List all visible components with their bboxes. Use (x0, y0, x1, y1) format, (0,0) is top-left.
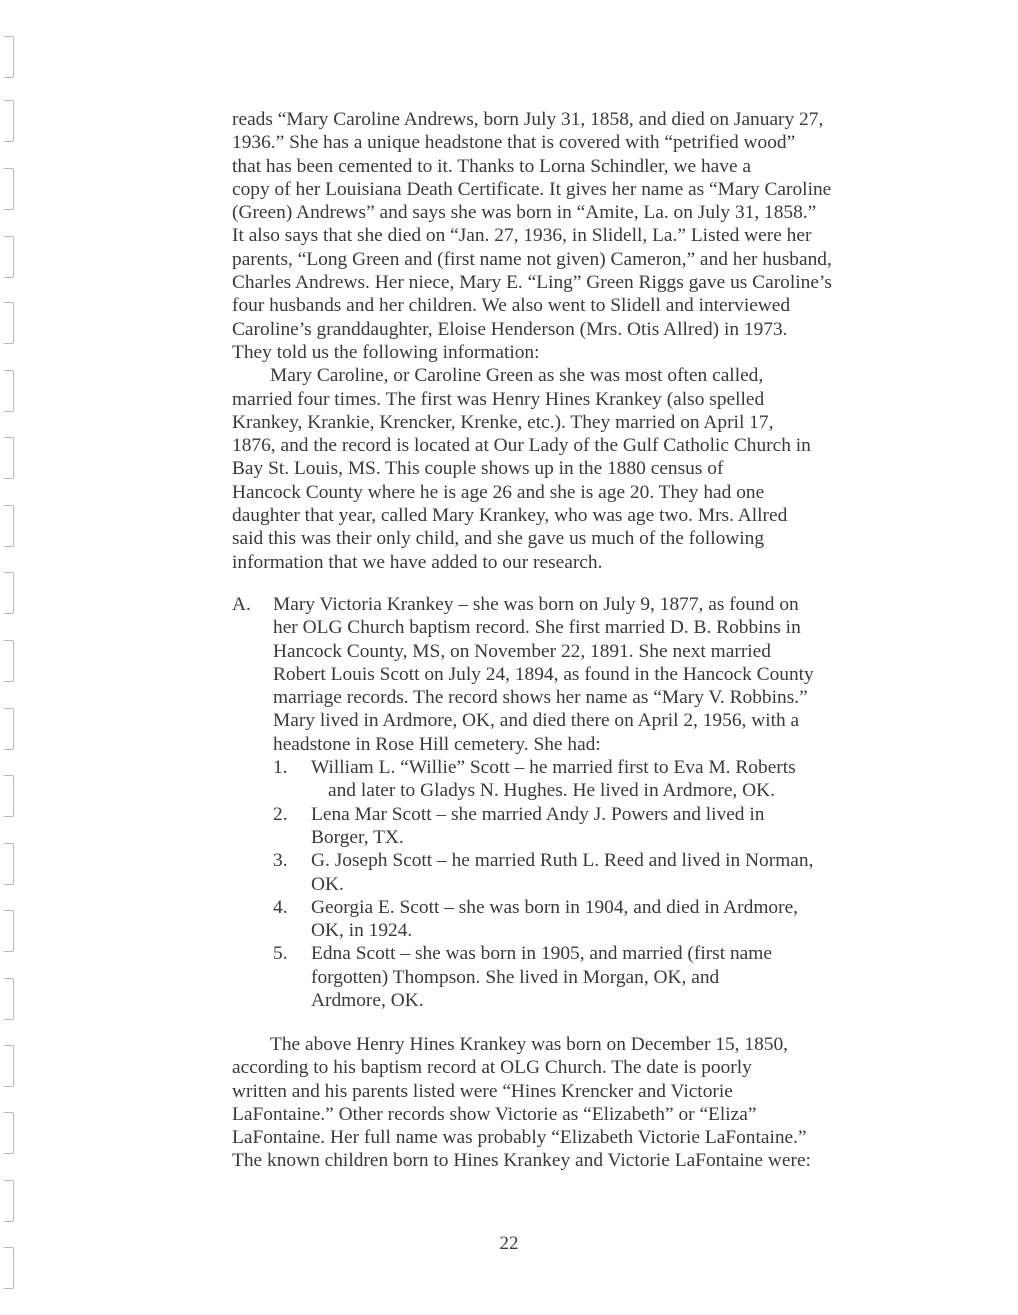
text-line: parents, “Long Green and (first name not given) Cameron,” and her husband, (232, 248, 832, 270)
text-line: Hancock County, MS, on November 22, 1891. She next married (273, 640, 771, 662)
binder-hole (4, 505, 14, 547)
text-line: information that we have added to our research. (232, 551, 603, 573)
list-item (232, 849, 882, 896)
text-line: They told us the following information: (232, 341, 540, 363)
binder-hole (4, 236, 14, 278)
text-line: according to his baptism record at OLG Church. The date is poorly (232, 1057, 752, 1079)
body-text (232, 108, 882, 574)
text-line: Caroline’s granddaughter, Eloise Henderson (Mrs. Otis Allred) in 1973. (232, 318, 788, 340)
text-line: (Green) Andrews” and says she was born in “Amite, La. on July 31, 1858.” (232, 202, 817, 224)
text-line: OK. (311, 873, 344, 895)
binder-hole (4, 910, 14, 952)
binder-hole (4, 708, 14, 750)
text-line: that has been cemented to it. Thanks to Lorna Schindler, we have a (232, 155, 752, 177)
binder-hole (4, 36, 14, 78)
text-line: LaFontaine.” Other records show Victorie as “Elizabeth” or “Eliza” (232, 1103, 757, 1125)
text-line: OK, in 1924. (311, 920, 413, 942)
text-line: Robert Louis Scott on July 24, 1894, as found in the Hancock County (273, 663, 814, 685)
text-line: 1876, and the record is located at Our Lady of the Gulf Catholic Church in (232, 435, 811, 457)
binder-hole (4, 978, 14, 1020)
text-line: her OLG Church baptism record. She first married D. B. Robbins in (273, 617, 801, 639)
binder-hole (4, 302, 14, 344)
list-item (232, 756, 882, 803)
text-line: and later to Gladys N. Hughes. He lived in Ardmore, OK. (328, 780, 775, 802)
binder-hole (4, 1045, 14, 1087)
binder-holes (4, 0, 18, 1315)
binder-hole (4, 370, 14, 412)
binder-hole (4, 640, 14, 682)
list-number: 2. (273, 803, 288, 825)
text-line: Borger, TX. (311, 826, 404, 848)
text-line: copy of her Louisiana Death Certificate. It gives her name as “Mary Caroline (232, 178, 832, 200)
binder-hole (4, 775, 14, 817)
text-line: Hancock County where he is age 26 and she is age 20. They had one (232, 481, 765, 503)
binder-hole (4, 843, 14, 885)
list-item (232, 942, 882, 1012)
text-line: Charles Andrews. Her niece, Mary E. “Ling” Green Riggs gave us Caroline’s (232, 272, 832, 294)
paragraph-3 (232, 1033, 882, 1173)
binder-hole (4, 572, 14, 614)
section-marker: A. (232, 594, 251, 615)
text-line: It also says that she died on “Jan. 27, 1936, in Slidell, La.” Listed were her (232, 225, 812, 247)
text-line: marriage records. The record shows her name as “Mary V. Robbins.” (273, 687, 808, 709)
text-line: Edna Scott – she was born in 1905, and married (first name (311, 943, 772, 965)
text-line: four husbands and her children. We also went to Slidell and interviewed (232, 295, 791, 317)
text-line: 1936.” She has a unique headstone that is covered with “petrified wood” (232, 132, 796, 154)
text-line: Ardmore, OK. (311, 990, 424, 1012)
text-line: Bay St. Louis, MS. This couple shows up in the 1880 census of (232, 458, 724, 480)
binder-hole (4, 1112, 14, 1154)
text-line: Georgia E. Scott – she was born in 1904, and died in Ardmore, (311, 896, 799, 918)
text-line: LaFontaine. Her full name was probably “Elizabeth Victorie LaFontaine.” (232, 1127, 807, 1149)
paragraph-2 (232, 364, 882, 574)
paragraph-1 (232, 108, 882, 364)
text-line: Mary Victoria Krankey – she was born on July 9, 1877, as found on (273, 594, 799, 615)
page-number: 22 (499, 1233, 519, 1254)
text-line: married four times. The first was Henry Hines Krankey (also spelled (232, 388, 765, 410)
text-line: G. Joseph Scott – he married Ruth L. Reed and lived in Norman, (311, 850, 814, 872)
text-line: headstone in Rose Hill cemetery. She had: (273, 733, 601, 755)
text-line: The known children born to Hines Krankey and Victorie LaFontaine were: (232, 1150, 811, 1172)
list-number: 1. (273, 757, 288, 779)
binder-hole (4, 168, 14, 210)
text-line: said this was their only child, and she gave us much of the following (232, 528, 765, 550)
text-line: reads “Mary Caroline Andrews, born July 31, 1858, and died on January 27, (232, 109, 824, 130)
text-line: Krankey, Krankie, Krencker, Krenke, etc.). They married on April 17, (232, 411, 774, 433)
text-line: The above Henry Hines Krankey was born on December 15, 1850, (270, 1034, 788, 1055)
binder-hole (4, 100, 14, 142)
binder-hole (4, 1180, 14, 1222)
text-line: Mary lived in Ardmore, OK, and died there on April 2, 1956, with a (273, 710, 800, 732)
text-line: written and his parents listed were “Hines Krencker and Victorie (232, 1080, 733, 1102)
list-number: 4. (273, 896, 288, 918)
text-line: forgotten) Thompson. She lived in Morgan, OK, and (311, 966, 720, 988)
list-item (232, 803, 882, 850)
list-number: 5. (273, 943, 288, 965)
list-number: 3. (273, 850, 288, 872)
section-a (232, 593, 882, 1012)
binder-hole (4, 437, 14, 479)
text-line: Mary Caroline, or Caroline Green as she was most often called, (270, 365, 764, 387)
text-line: Lena Mar Scott – she married Andy J. Powers and lived in (311, 803, 765, 825)
text-line: daughter that year, called Mary Krankey, who was age two. Mrs. Allred (232, 505, 788, 527)
list-item (232, 896, 882, 943)
text-line: William L. “Willie” Scott – he married first to Eva M. Roberts (311, 757, 796, 779)
